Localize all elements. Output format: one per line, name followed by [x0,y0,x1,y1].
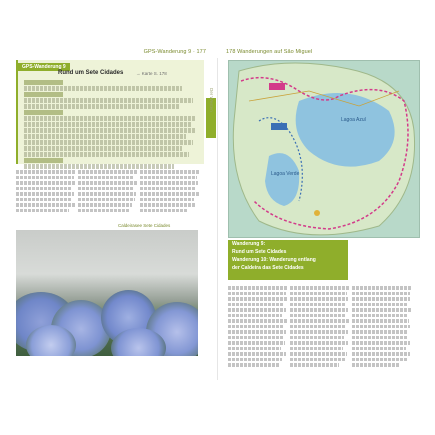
map-graphic [229,61,419,237]
photo-caption: Caldeirasee Sete Cidades [118,223,171,228]
box-map-ref: → Karte S. 178 [136,71,167,76]
gutter [217,58,218,380]
legend-line-3: Wanderung 10: Wanderung entlang [232,257,316,263]
info-box [16,60,204,164]
route-map [228,60,420,238]
hydrangea-photo [16,230,198,356]
map-label-lake-bottom: Lagoa Verde [271,171,300,177]
side-tab-label: Der Westen [209,88,214,112]
legend-line-2: Rund um Sete Cidades [232,249,287,255]
right-page [224,49,424,380]
legend-line-1: Wanderung 9: [232,241,266,247]
right-column-3 [352,286,412,369]
running-head-left: GPS-Wanderung 9 · 177 [143,49,206,55]
left-page [12,49,214,380]
body-column-2 [78,170,138,214]
right-column-2 [290,286,350,369]
body-column-1 [16,170,76,214]
map-legend [228,240,348,280]
map-label-lake-top: Lagoa Azul [341,117,366,123]
body-column-3 [140,170,200,214]
gps-badge: GPS-Wanderung 9 [18,63,70,71]
legend-line-4: der Caldeira das Sete Cidades [232,265,304,271]
running-head-right: 178 Wanderungen auf São Miguel [226,49,313,55]
box-title: Rund um Sete Cidades [58,70,124,76]
right-column-1 [228,286,288,369]
info-box-text [24,80,200,170]
